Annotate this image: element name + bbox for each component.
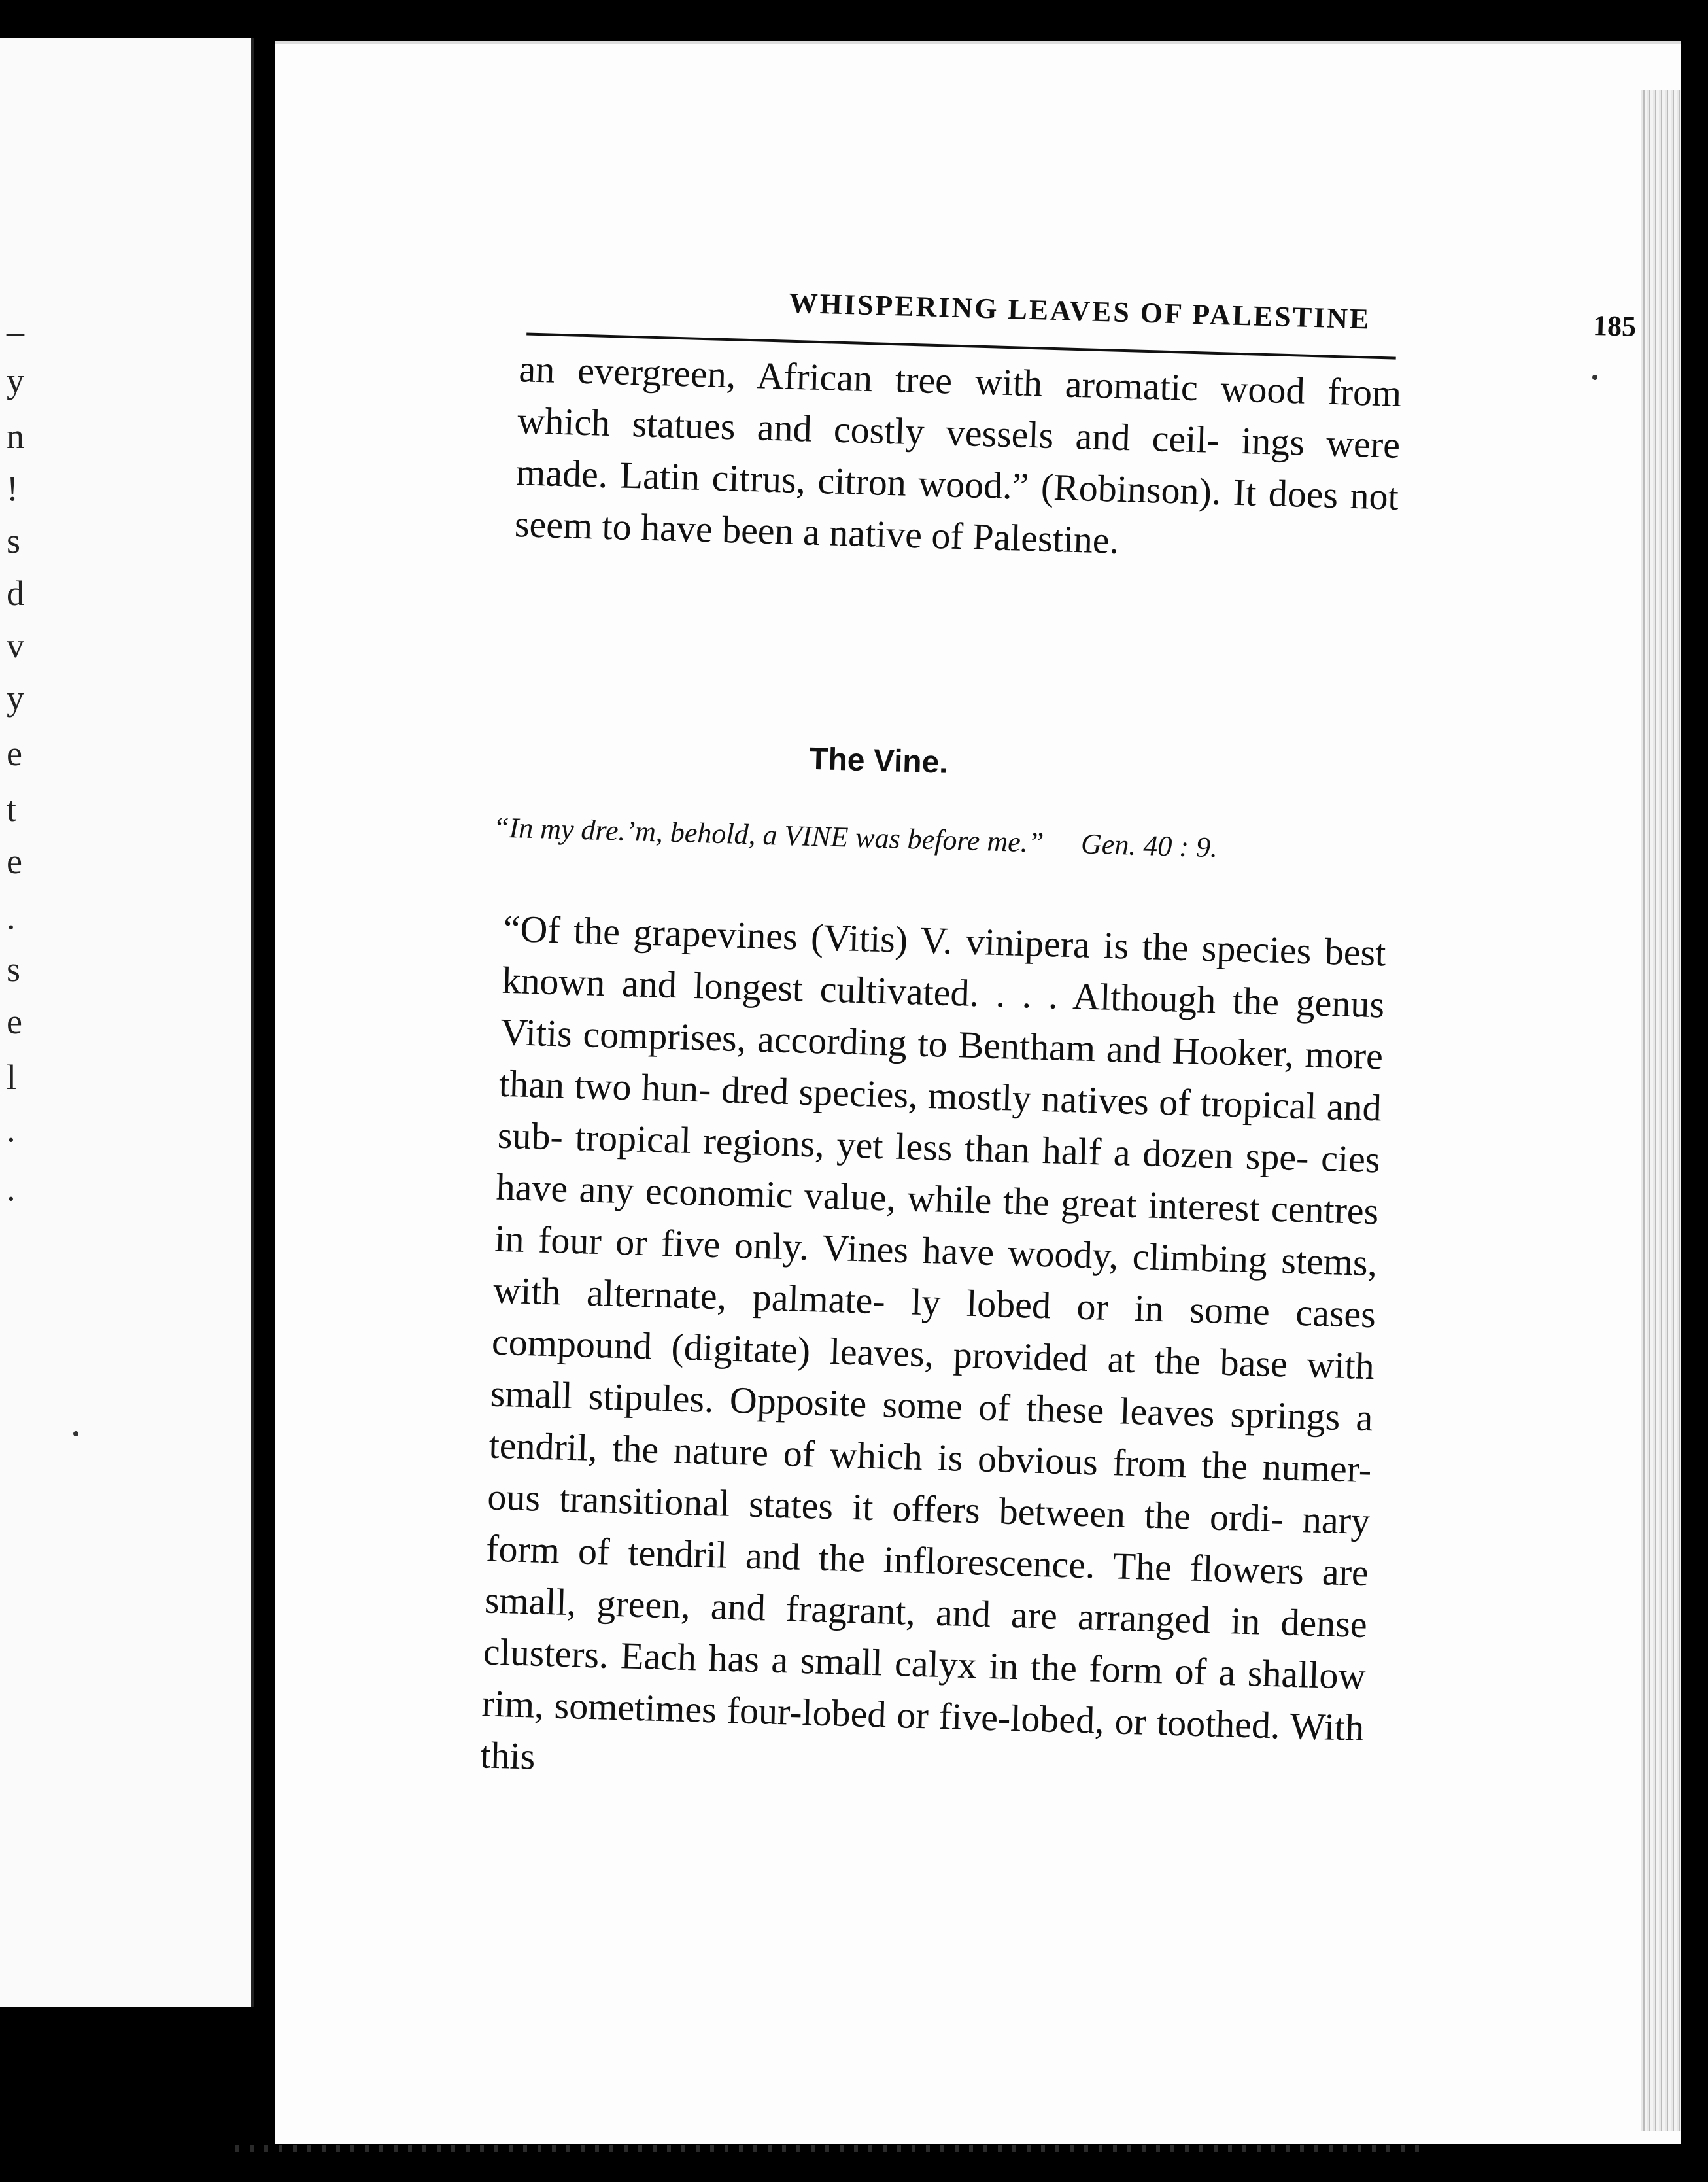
page-number: 185	[1592, 309, 1637, 343]
left-page-edge-char: e	[7, 1002, 22, 1041]
left-facing-page	[0, 38, 254, 2007]
left-page-edge-char: .	[7, 1110, 16, 1149]
paragraph: an evergreen, African tree with aromatic wood from which statues and costly vessels and ceil- ings were made. Latin citrus, citron wood.” (Robinson). It does not seem to have been a native of Palestine.	[514, 347, 1403, 562]
epigraph-text: “In my dre.ʼm, behold, a VINE was before me.”	[492, 811, 1044, 859]
left-page-edge-char: –	[7, 312, 24, 351]
scan-artifact	[235, 2145, 1426, 2152]
epigraph-reference: Gen. 40 : 9.	[1080, 827, 1218, 864]
left-page-edge-char: s	[7, 950, 21, 989]
left-page-edge-char: .	[7, 897, 16, 937]
left-page-edge-char: n	[7, 417, 24, 456]
left-page-edge-char: v	[7, 626, 24, 665]
left-page-edge-char: !	[7, 469, 18, 508]
left-page-edge-char: e	[7, 734, 22, 773]
left-page-edge-char: .	[7, 1169, 16, 1208]
paragraph: “Of the grapevines (Vitis) V. vinipera is the species best known and longest cultivated. . . . Although the genus Vitis comprises, according to Bentham and Hooker, more than two hun- dred species, mostly natives of tropical and sub- tropical regions, yet less than half a dozen spe- cies have any economic value, while the great interest centres in four or five only. Vines have woody, climbing stems, with alternate, palmate- ly lobed or in some cases compound (digitate) leaves, provided at the base with small stipules. Opposite some of these leaves springs a tendril, the nature of which is obvious from the numer- ous transitional states it offers between the ordi- nary form of tendril and the inflorescence. The flowers are small, green, and fragrant, and are arranged in dense clusters. Each has a small calyx in the form of a shallow rim, sometimes four-lobed or five-lobed, or toothed. With this	[479, 907, 1387, 1778]
left-page-edge-char: d	[7, 574, 24, 613]
epigraph	[492, 810, 1395, 869]
speck	[73, 1431, 78, 1436]
page-content	[417, 221, 1661, 2182]
left-page-edge-char: y	[7, 361, 24, 400]
running-head: WHISPERING LEAVES OF PALESTINE	[789, 286, 1371, 336]
left-page-edge-char: e	[7, 842, 22, 881]
left-page-edge-char: t	[7, 789, 17, 829]
section-title: The Vine.	[808, 741, 949, 780]
left-page-edge-char: l	[7, 1058, 17, 1097]
right-page	[275, 41, 1681, 2144]
left-page-edge-char: y	[7, 678, 24, 718]
left-page-edge-char: s	[7, 521, 21, 561]
